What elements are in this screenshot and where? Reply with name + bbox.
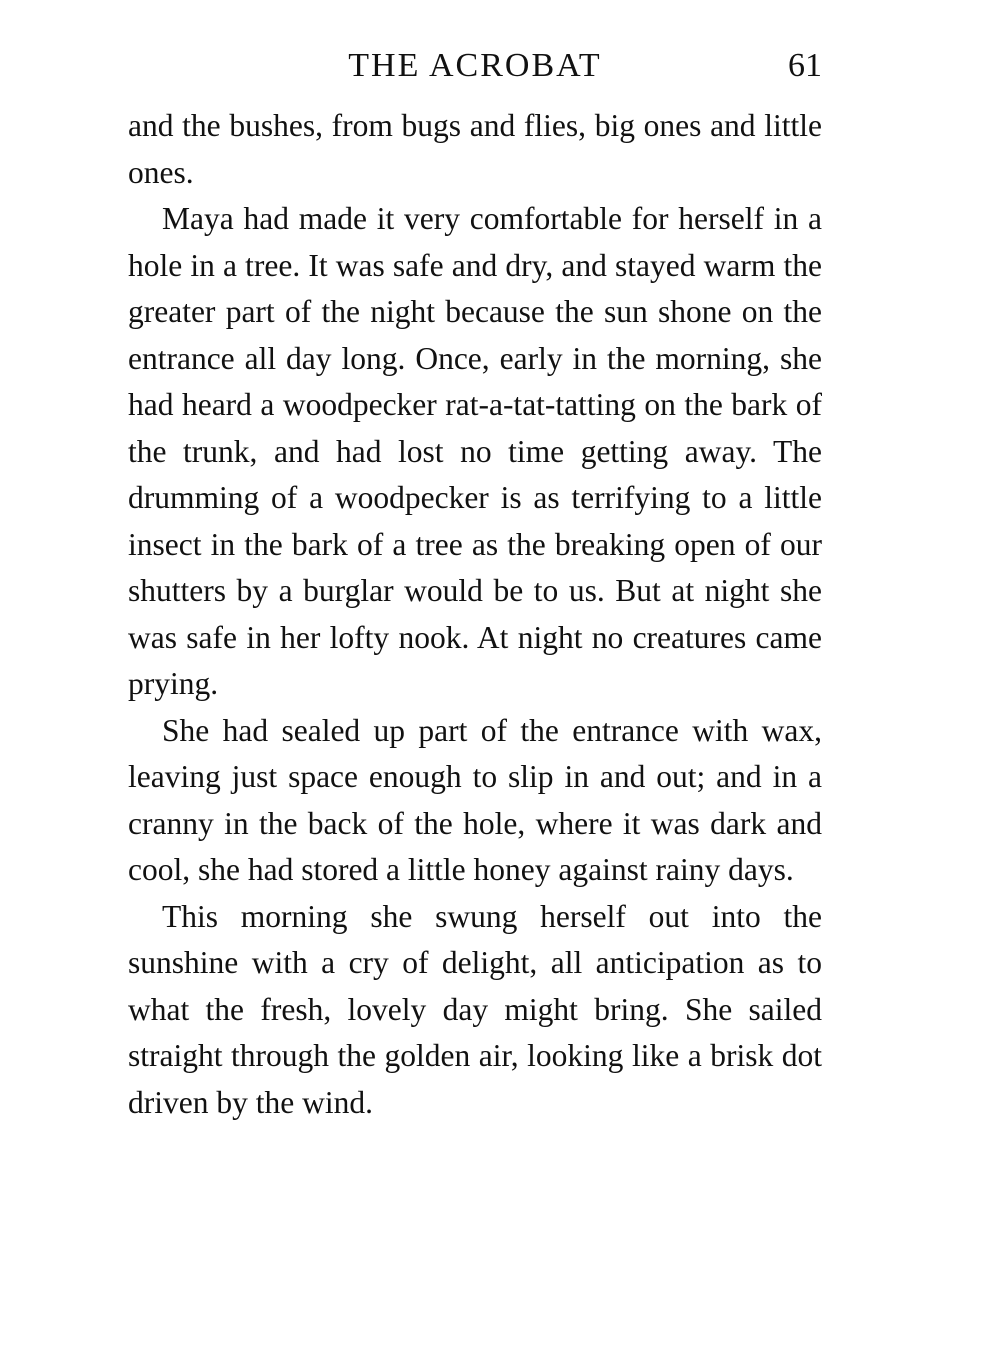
body-text [128, 103, 822, 1126]
running-head [128, 44, 822, 88]
running-title: THE ACROBAT [348, 47, 602, 84]
paragraph-morning-flight: This morning she swung herself out into the sunshine with a cry of delight, all anticipation as to what the fresh, lovely day might bring. She sailed straight through the golden air, looking like a brisk dot driven by the wind. [128, 898, 822, 1120]
paragraph-continued: and the bushes, from bugs and flies, big ones and little ones. [128, 108, 822, 190]
paragraph-wax-entrance: She had sealed up part of the entrance with wax, leaving just space enough to slip in and out; and in a cranny in the back of the hole, where it was dark and cool, she had stored a little honey against rainy days. [128, 712, 822, 887]
paragraph-maya-home: Maya had made it very comfortable for herself in a hole in a tree. It was safe and dry, and stayed warm the greater part of the night because the sun shone on the entrance all day long. Once, early in the morning, she had heard a woodpecker rat-a-tat-tatting on the bark of the trunk, and had lost no time getting away. The drumming of a woodpecker is as terrifying to a little insect in the bark of a tree as the breaking open of our shutters by a burglar would be to us. But at night she was safe in her lofty nook. At night no creatures came prying. [128, 201, 822, 701]
page-number: 61 [788, 47, 822, 84]
